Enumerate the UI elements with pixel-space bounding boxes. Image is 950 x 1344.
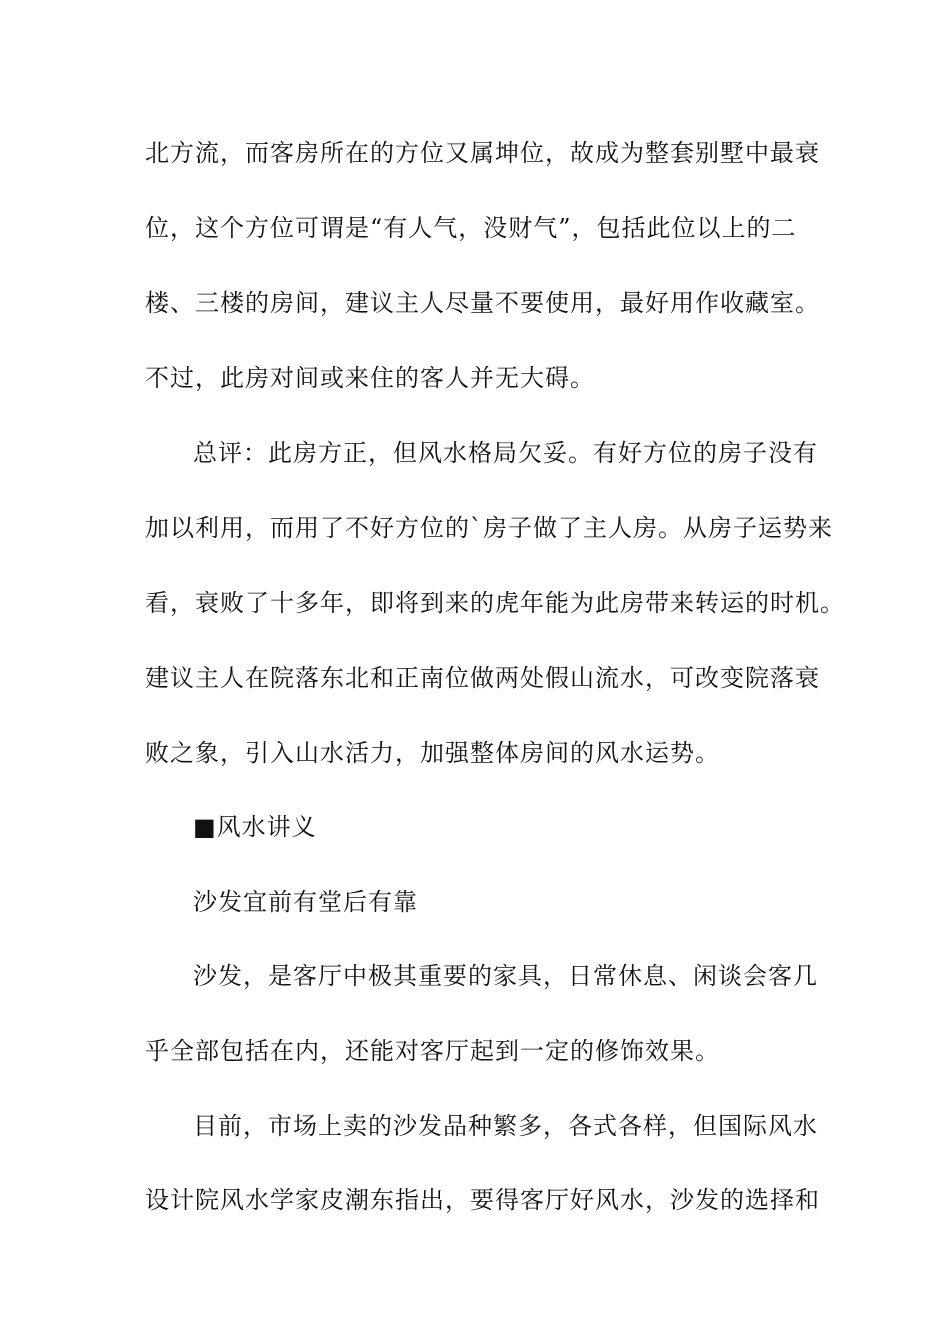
text-line: 看，衰败了十多年，即将到来的虎年能为此房带来转运的时机。 — [145, 589, 845, 617]
paragraph-start-line: 目前，市场上卖的沙发品种繁多，各式各样，但国际风水 — [193, 1112, 818, 1140]
subsection-heading: 沙发宜前有堂后有靠 — [193, 888, 418, 916]
paragraph-start-line: 沙发，是客厅中极其重要的家具，日常休息、闲谈会客几 — [193, 962, 818, 990]
section-heading: ■风水讲义 — [193, 813, 317, 841]
text-line: 不过，此房对间或来住的客人并无大碍。 — [145, 364, 595, 392]
text-line: 建议主人在院落东北和正南位做两处假山流水，可改变院落衰 — [145, 664, 820, 692]
text-line: 乎全部包括在内，还能对客厅起到一定的修饰效果。 — [145, 1037, 720, 1065]
text-line: 北方流，而客房所在的方位又属坤位，故成为整套别墅中最衰 — [145, 139, 820, 167]
text-line: 位，这个方位可谓是“有人气，没财气”，包括此位以上的二 — [145, 214, 797, 242]
text-line: 设计院风水学家皮潮东指出，要得客厅好风水，沙发的选择和 — [145, 1186, 820, 1214]
text-line: 败之象，引入山水活力，加强整体房间的风水运势。 — [145, 739, 720, 767]
text-line: 楼、三楼的房间，建议主人尽量不要使用，最好用作收藏室。 — [145, 289, 820, 317]
paragraph-start-line: 总评：此房方正，但风水格局欠妥。有好方位的房子没有 — [193, 439, 818, 467]
text-line: 加以利用，而用了不好方位的`房子做了主人房。从房子运势来 — [145, 514, 833, 542]
